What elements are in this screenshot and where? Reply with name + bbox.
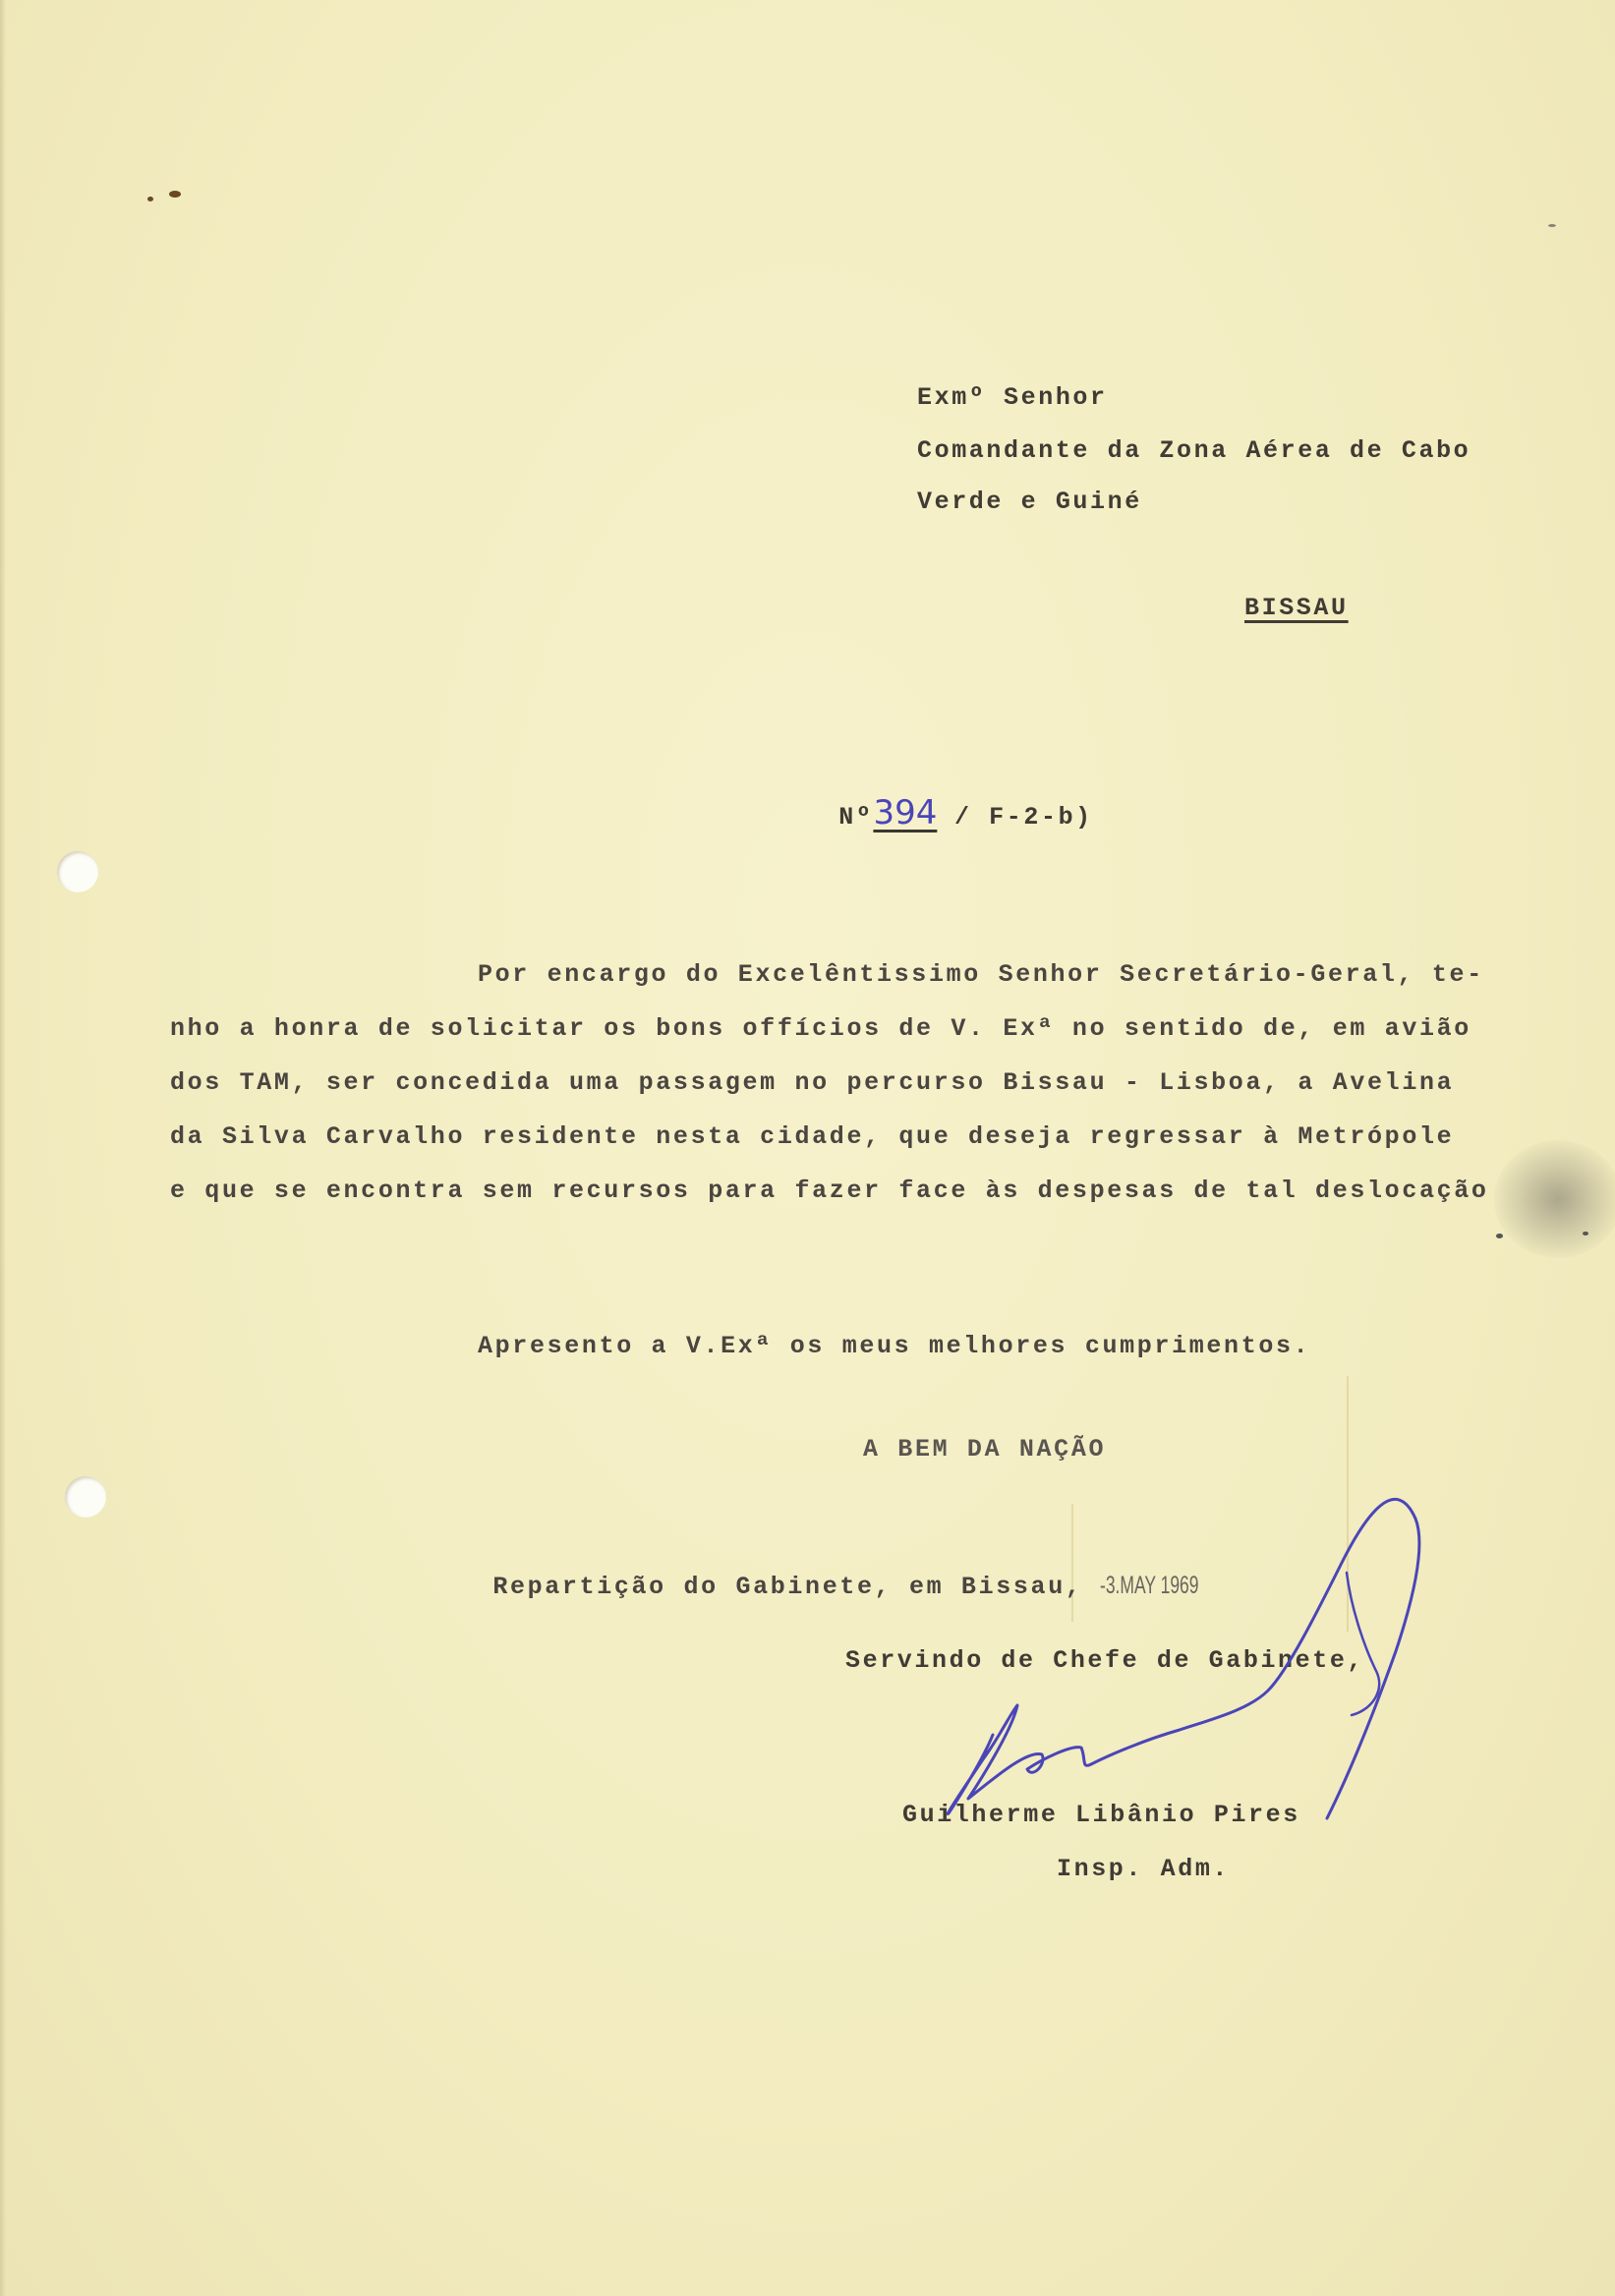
reference-handwritten-number: 394 [873,793,938,832]
body-line-1: Por encargo do Excelêntissimo Senhor Secretário-Geral, te- [478,960,1484,989]
signatory-name: Guilherme Libânio Pires [902,1801,1300,1829]
recipient-title-line1: Comandante da Zona Aérea de Cabo [917,436,1471,465]
body-line-2: nho a honra de solicitar os bons offícios de V. Exª no sentido de, em avião [170,1014,1471,1043]
recipient-city: BISSAU [1244,594,1349,622]
motto: A BEM DA NAÇÃO [863,1435,1107,1464]
body-line-3: dos TAM, ser concedida uma passagem no percurso Bissau - Lisboa, a Avelina [170,1068,1455,1097]
recipient-salutation: Exmº Senhor [917,383,1108,412]
reference-suffix: / F-2-b) [953,803,1093,832]
ink-speck [147,197,153,201]
body-line-4: da Silva Carvalho residente nesta cidade, que deseja regressar à Metrópole [170,1122,1455,1151]
signatory-role: Servindo de Chefe de Gabinete, [845,1646,1365,1675]
recipient-title-line2: Verde e Guiné [917,488,1142,516]
punch-hole-lower [65,1476,106,1518]
ink-speck [1496,1234,1503,1238]
reference-prefix: Nº [838,803,874,832]
place-text: Repartição do Gabinete, em Bissau, [492,1573,1083,1601]
ink-speck [169,191,181,198]
place-line [458,1543,1241,1601]
signatory-title: Insp. Adm. [1057,1855,1231,1883]
ink-speck [1583,1232,1588,1235]
closing-line: Apresento a V.Exª os meus melhores cumprimentos. [478,1332,1311,1360]
reference-number [804,765,1093,832]
date-stamp: -3.MAY 1969 [1100,1572,1199,1599]
paper-crease [1347,1376,1349,1632]
punch-hole-upper [57,851,98,892]
body-line-5: e que se encontra sem recursos para fazer face às despesas de tal deslocação [170,1177,1489,1205]
ink-smudge [1494,1140,1615,1258]
paper-edge [0,0,6,2296]
ink-speck [1548,224,1556,227]
